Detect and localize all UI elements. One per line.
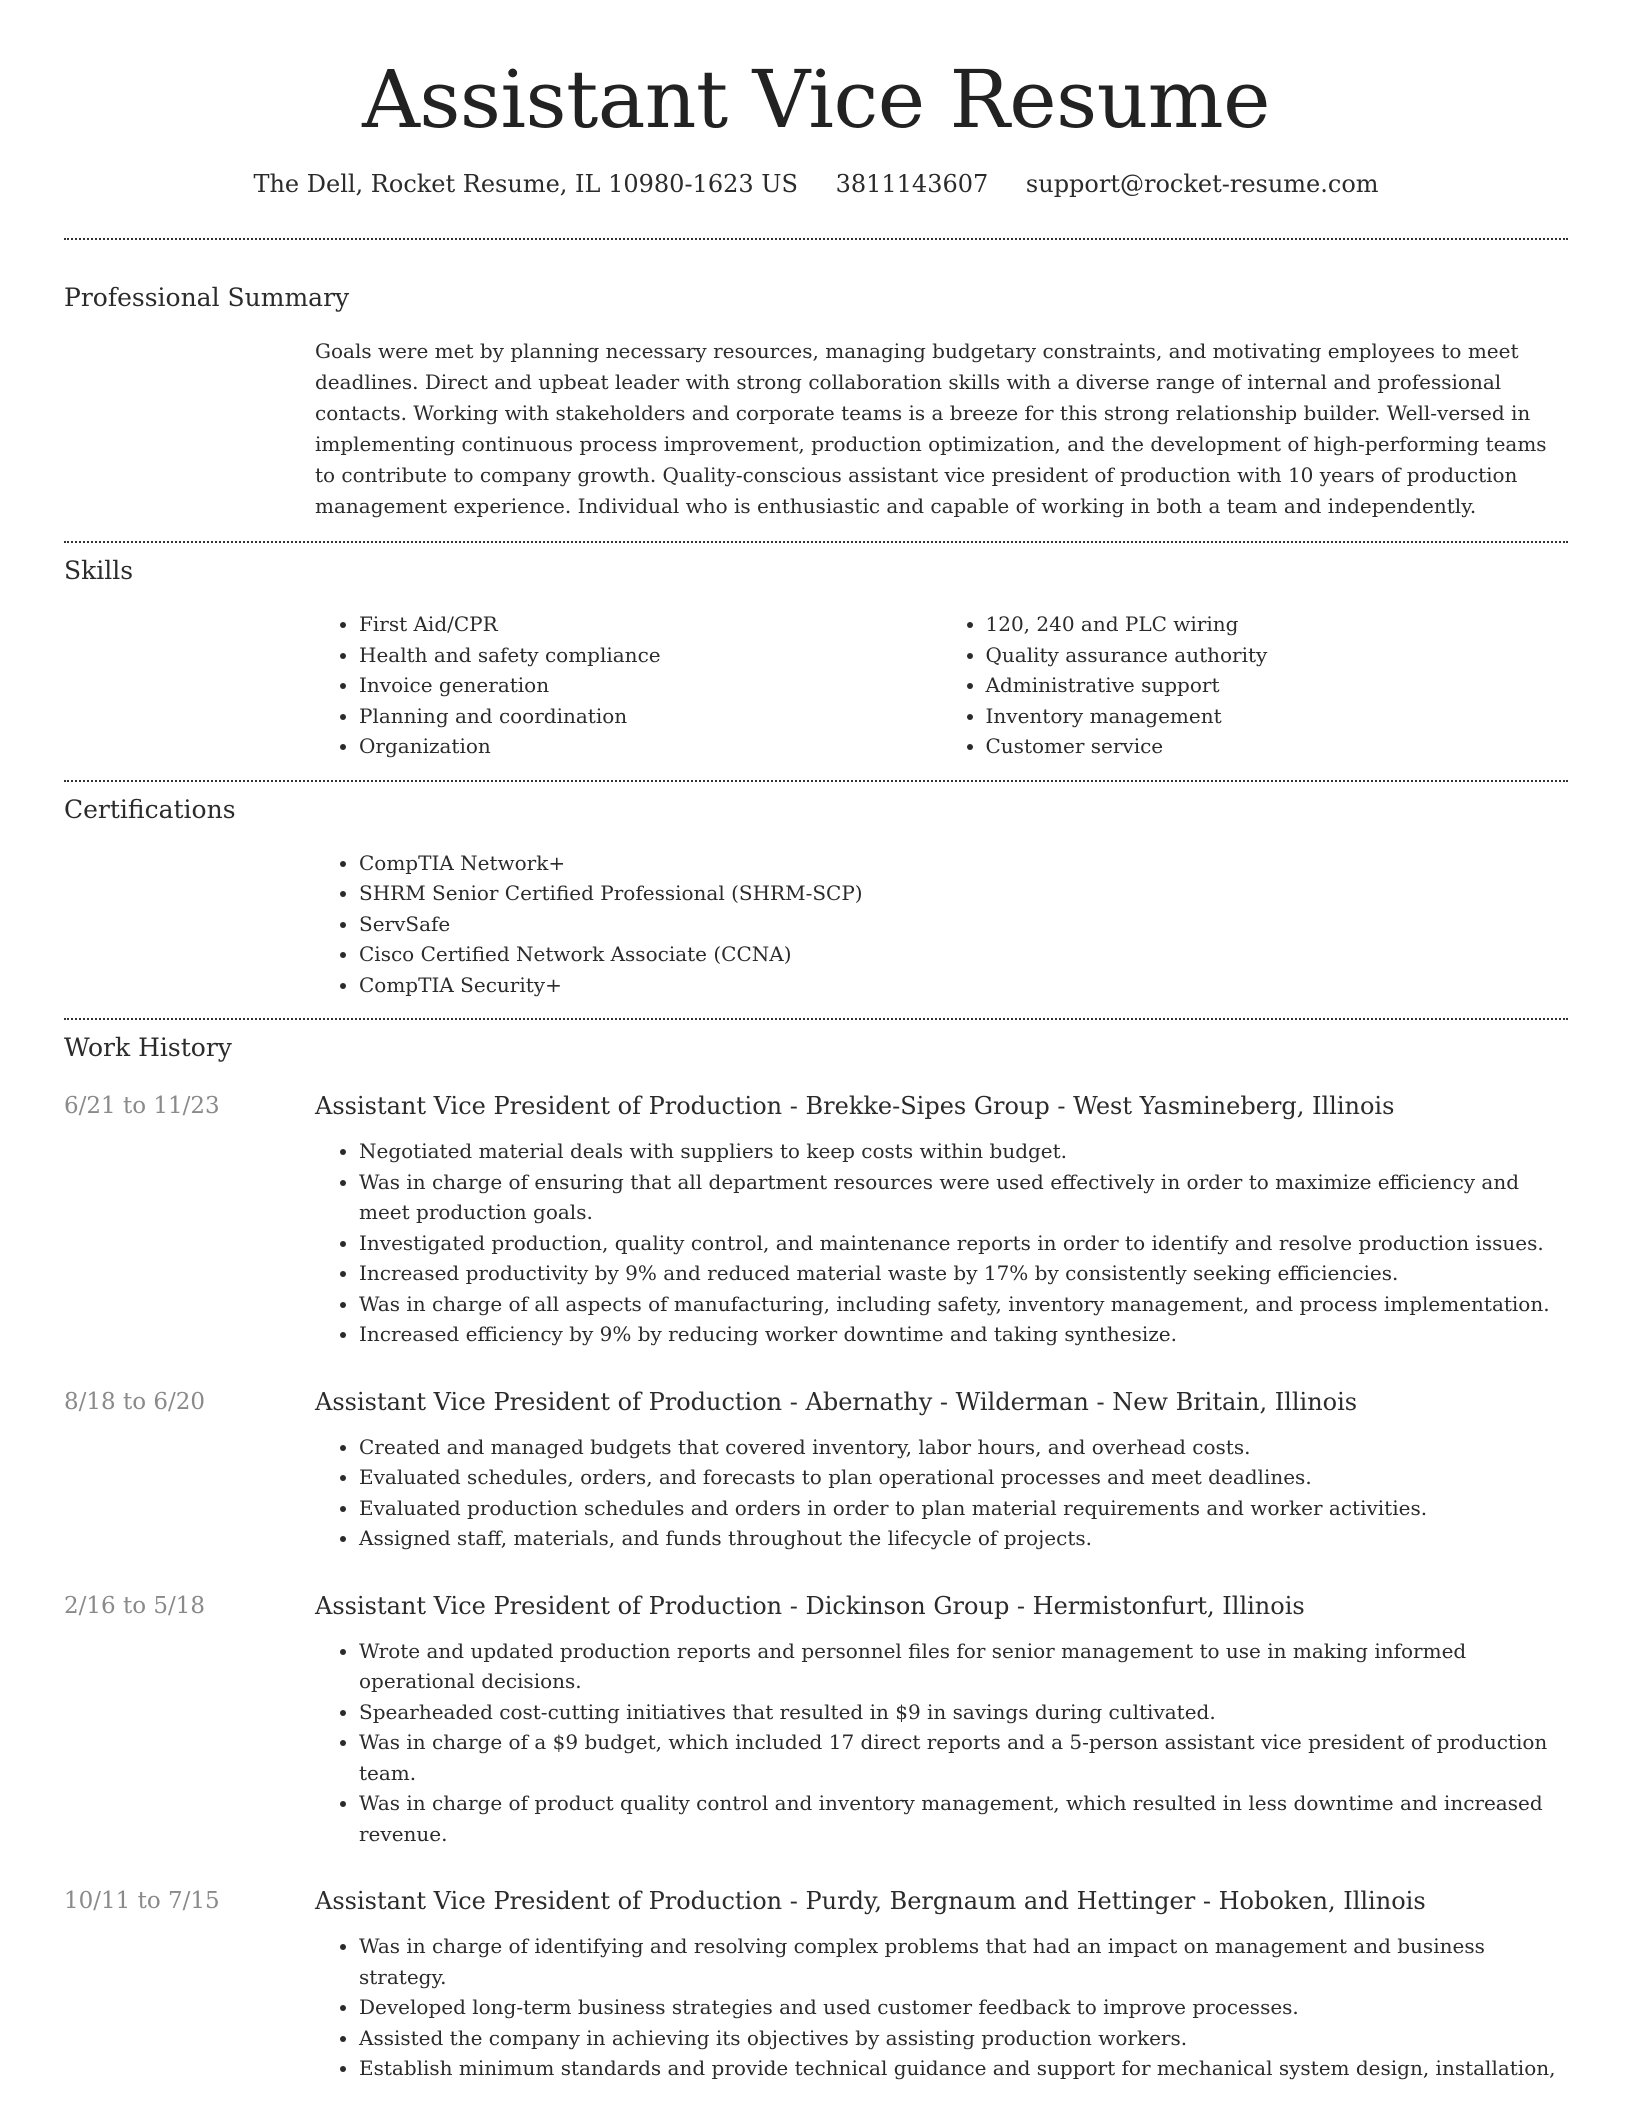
job-bullets bbox=[315, 1931, 1568, 2084]
job-entry bbox=[64, 1386, 1568, 1554]
resume-name: Assistant Vice Resume bbox=[362, 53, 1270, 146]
list-item: • Was in charge of ensuring that all department resources were used effectively in order to maximize efficiency and meet production goals. bbox=[359, 1167, 1568, 1228]
list-item: • ServSafe bbox=[359, 909, 1568, 940]
list-item: • Assisted the company in achieving its objectives by assisting production workers. bbox=[359, 2023, 1568, 2054]
skills-list-left bbox=[315, 609, 942, 762]
work-history-title: Work History bbox=[64, 1033, 232, 1062]
list-item: • Was in charge of all aspects of manufacturing, including safety, inventory management, and process implementation. bbox=[359, 1289, 1568, 1320]
skills-section bbox=[64, 543, 1568, 762]
job-dates: 10/11 to 7/15 bbox=[64, 1888, 220, 1914]
summary-text: Goals were met by planning necessary resources, managing budgetary constraints, and motivating employees to meet deadlines. Direct and upbeat leader with strong collaboration skills with a diverse range of internal and professional contacts. Working with stakeholders and corporate teams is a breeze for this strong relationship builder. Well-versed in implementing continuous process improvement, production optimization, and the development of high-performing teams to contribute to company growth. Quality-conscious assistant vice president of production with 10 years of production management experience. Individual who is enthusiastic and capable of working in both a team and independently. bbox=[315, 339, 1547, 518]
job-title: Assistant Vice President of Production - Dickinson Group - Hermistonfurt, Illinois bbox=[315, 1591, 1305, 1620]
contact-address: The Dell, Rocket Resume, IL 10980-1623 US bbox=[253, 170, 798, 198]
list-item: • Quality assurance authority bbox=[986, 640, 1569, 671]
list-item: • Developed long-term business strategies and used customer feedback to improve processes. bbox=[359, 1992, 1568, 2023]
summary-section bbox=[64, 240, 1568, 522]
list-item: • CompTIA Security+ bbox=[359, 970, 1568, 1001]
job-bullets bbox=[315, 1432, 1568, 1554]
certifications-section bbox=[64, 782, 1568, 1001]
list-item: • Created and managed budgets that covered inventory, labor hours, and overhead costs. bbox=[359, 1432, 1568, 1463]
list-item: • Spearheaded cost-cutting initiatives that resulted in $9 in savings during cultivated. bbox=[359, 1697, 1568, 1728]
list-item: • Assigned staff, materials, and funds throughout the lifecycle of projects. bbox=[359, 1523, 1568, 1554]
list-item: • Evaluated schedules, orders, and forecasts to plan operational processes and meet deadlines. bbox=[359, 1462, 1568, 1493]
certifications-title: Certifications bbox=[64, 794, 236, 824]
list-item: • Wrote and updated production reports and personnel files for senior management to use in making informed operational decisions. bbox=[359, 1636, 1568, 1697]
list-item: • Planning and coordination bbox=[359, 701, 942, 732]
list-item: • Was in charge of product quality control and inventory management, which resulted in less downtime and increased revenue. bbox=[359, 1788, 1568, 1849]
list-item: • Invoice generation bbox=[359, 670, 942, 701]
job-bullets bbox=[315, 1636, 1568, 1850]
job-title: Assistant Vice President of Production - Brekke-Sipes Group - West Yasmineberg, Illinois bbox=[315, 1092, 1395, 1120]
skills-list-right bbox=[942, 609, 1569, 762]
contact-line bbox=[64, 168, 1568, 200]
work-history-section bbox=[64, 1020, 1568, 2084]
job-bullets bbox=[315, 1136, 1568, 1350]
list-item: • Health and safety compliance bbox=[359, 640, 942, 671]
job-entry bbox=[64, 1090, 1568, 1350]
job-entry bbox=[64, 1590, 1568, 1850]
job-dates: 8/18 to 6/20 bbox=[64, 1388, 206, 1415]
list-item: • Was in charge of a $9 budget, which included 17 direct reports and a 5-person assistant vice president of production team. bbox=[359, 1727, 1568, 1788]
list-item: • Organization bbox=[359, 731, 942, 762]
list-item: • Evaluated production schedules and orders in order to plan material requirements and worker activities. bbox=[359, 1493, 1568, 1524]
list-item: • Establish minimum standards and provide technical guidance and support for mechanical system design, installation, bbox=[359, 2053, 1568, 2084]
job-title: Assistant Vice President of Production - Abernathy - Wilderman - New Britain, Illinois bbox=[315, 1387, 1358, 1416]
list-item: • Negotiated material deals with suppliers to keep costs within budget. bbox=[359, 1136, 1568, 1167]
list-item: • Inventory management bbox=[986, 701, 1569, 732]
job-entry bbox=[64, 1885, 1568, 2084]
certifications-list bbox=[315, 848, 1568, 1001]
list-item: • Increased efficiency by 9% by reducing worker downtime and taking synthesize. bbox=[359, 1319, 1568, 1350]
summary-title: Professional Summary bbox=[64, 283, 350, 312]
list-item: • CompTIA Network+ bbox=[359, 848, 1568, 879]
list-item: • Increased productivity by 9% and reduced material waste by 17% by consistently seeking efficiencies. bbox=[359, 1258, 1568, 1289]
list-item: • Investigated production, quality control, and maintenance reports in order to identify and resolve production issues. bbox=[359, 1228, 1568, 1259]
list-item: • Was in charge of identifying and resolving complex problems that had an impact on management and business strategy. bbox=[359, 1931, 1568, 1992]
list-item: • Customer service bbox=[986, 731, 1569, 762]
contact-phone: 3811143607 bbox=[835, 170, 989, 198]
resume-page bbox=[64, 0, 1568, 2084]
list-item: • Cisco Certified Network Associate (CCNA) bbox=[359, 939, 1568, 970]
list-item: • First Aid/CPR bbox=[359, 609, 942, 640]
list-item: • 120, 240 and PLC wiring bbox=[986, 609, 1569, 640]
skills-title: Skills bbox=[64, 556, 134, 585]
list-item: • Administrative support bbox=[986, 670, 1569, 701]
job-title: Assistant Vice President of Production - Purdy, Bergnaum and Hettinger - Hoboken, Illinois bbox=[315, 1887, 1426, 1915]
list-item: • SHRM Senior Certified Professional (SHRM-SCP) bbox=[359, 878, 1568, 909]
job-dates: 2/16 to 5/18 bbox=[64, 1592, 206, 1619]
contact-email: support@rocket-resume.com bbox=[1025, 170, 1379, 198]
job-dates: 6/21 to 11/23 bbox=[64, 1093, 220, 1119]
